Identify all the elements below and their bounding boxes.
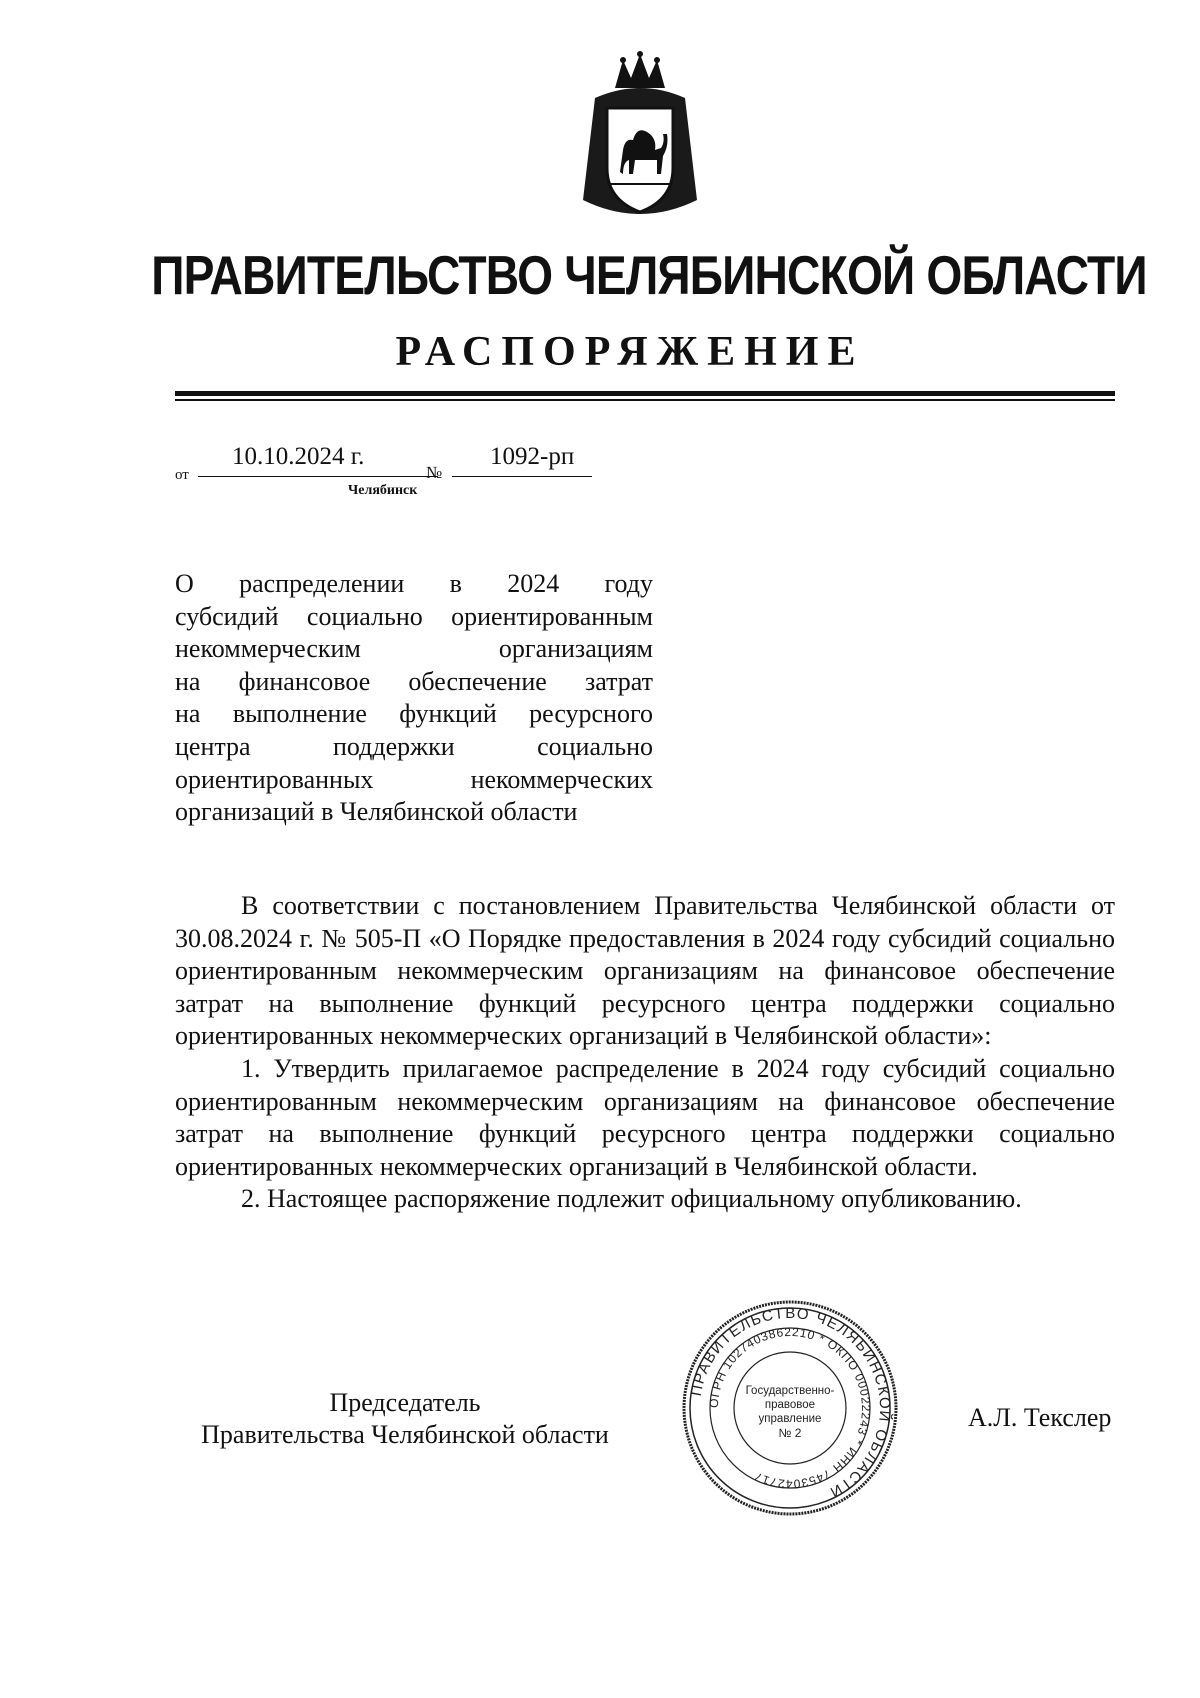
header-rule-thick (175, 391, 1115, 396)
body-item-2: 2. Настоящее распоряжение подлежит официальному опубликованию. (241, 1184, 1022, 1214)
stamp-center-line-3: управление (758, 1413, 822, 1425)
subject-line: О распределении в 2024 году (175, 569, 653, 598)
signatory-role (175, 1387, 635, 1451)
coat-of-arms-emblem (565, 50, 715, 228)
subject-line: субсидий социально ориентированным (175, 601, 653, 631)
stamp-ring-text: ОГРН 1027403862210 * ОКПО 00022243 * ИНН 7453042717 (706, 1324, 874, 1492)
stamp-center-line-2: правовое (764, 1399, 816, 1411)
document-date: 10.10.2024 г. (232, 443, 365, 470)
number-sign-label: № (426, 463, 443, 482)
signatory-role-line-2: Правительства Челябинской области (201, 1420, 609, 1449)
subject-line: некоммерческим организациям (175, 634, 653, 664)
subject-line: на выполнение функций ресурсного (175, 699, 653, 729)
document-body (175, 890, 1115, 1216)
subject-line: организаций в Челябинской области (175, 797, 578, 827)
subject-line: центра поддержки социально (175, 731, 653, 761)
document-type: РАСПОРЯЖЕНИЕ (395, 329, 865, 375)
subject-line: ориентированных некоммерческих (175, 764, 653, 794)
government-title: ПРАВИТЕЛЬСТВО ЧЕЛЯБИНСКОЙ ОБЛАСТИ (151, 244, 1147, 306)
subject-line: на финансовое обеспечение затрат (175, 666, 653, 696)
document-city: Челябинск (348, 483, 418, 498)
stamp-center-line-1: Государственно- (745, 1385, 835, 1397)
date-underline (198, 476, 438, 477)
header-rule-thin (175, 399, 1115, 401)
document-subject (175, 568, 653, 829)
signatory-role-line-1: Председатель (329, 1388, 481, 1417)
document-number: 1092-рп (490, 443, 575, 470)
official-seal-stamp (680, 1298, 900, 1518)
body-preamble: В соответствии с постановлением Правительства Челябинской области от 30.08.2024 г. № 505-П «О Порядке предоставления в 2024 году субсидий социально ориентированным некоммерческим организациям на финансовое обеспечение затрат на выполнение функций ресурсного центра поддержки социально ориентированных некоммерческих организаций в Челябинской области»: (175, 891, 1115, 1051)
stamp-center-line-4: № 2 (778, 1426, 802, 1440)
number-underline (452, 476, 592, 477)
signatory-name: А.Л. Текслер (968, 1403, 1112, 1432)
body-item-1: 1. Утвердить прилагаемое распределение в 2024 году субсидий социально ориентированным некоммерческим организациям на финансовое обеспечение затрат на выполнение функций ресурсного центра поддержки социально ориентированных некоммерческих организаций в Челябинской области. (175, 1053, 1115, 1181)
stamp-outer-text: ПРАВИТЕЛЬСТВО ЧЕЛЯБИНСКОЙ ОБЛАСТИ (687, 1304, 894, 1502)
date-prefix-label: от (175, 467, 189, 483)
